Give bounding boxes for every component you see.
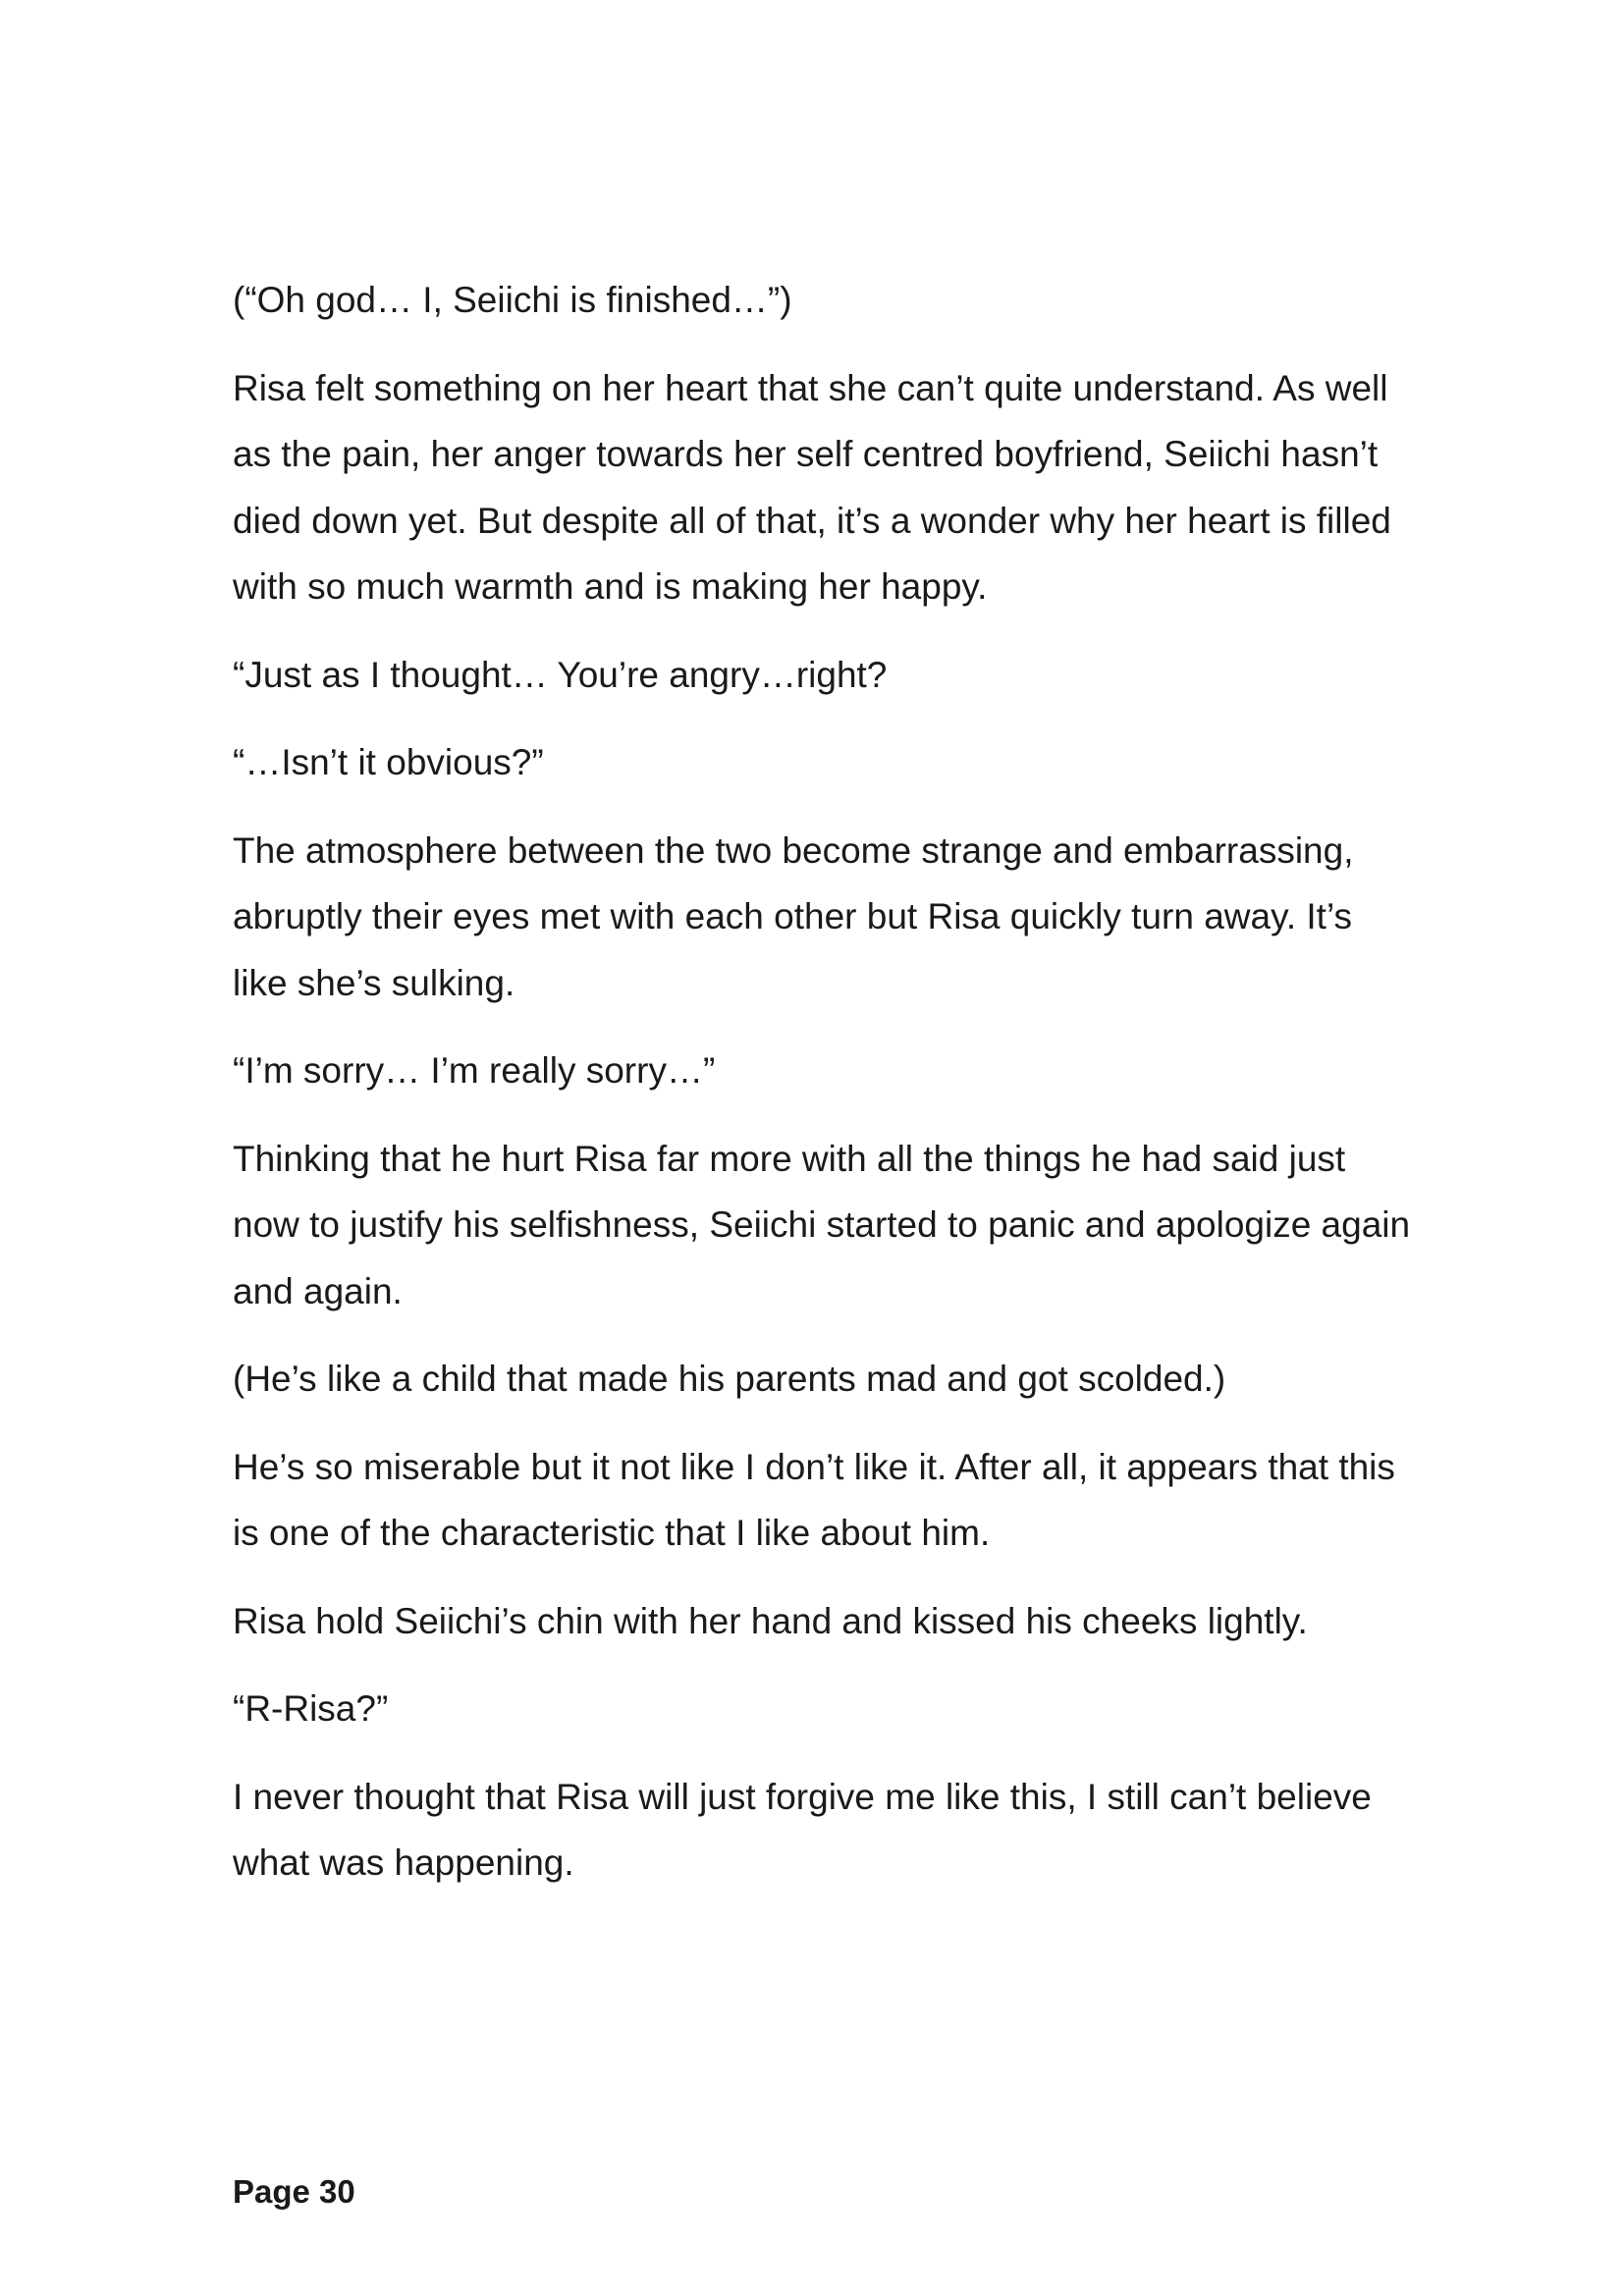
paragraph-2: Risa felt something on her heart that she can’t quite understand. As well as the pain, her anger towards her self centred boyfriend, Seiichi hasn’t died down yet. But despite all of that, it’s a wonder why her heart is filled with so much warmth and is making her happy.: [233, 367, 1391, 607]
paragraph-12: I never thought that Risa will just forgive me like this, I still can’t believe what was happening.: [233, 1776, 1372, 1883]
paragraph-5: The atmosphere between the two become strange and embarrassing, abruptly their eyes met with each other but Risa quickly turn away. It’s like she’s sulking.: [233, 829, 1354, 1003]
paragraph-3: “Just as I thought… You’re angry…right?: [233, 654, 888, 695]
paragraph-11: “R-Risa?”: [233, 1688, 389, 1729]
paragraph-4: “…Isn’t it obvious?”: [233, 742, 544, 782]
paragraph-8: (He’s like a child that made his parents mad and got scolded.): [233, 1359, 1226, 1399]
paragraph-1: (“Oh god… I, Seiichi is finished…”): [233, 280, 792, 320]
paragraph-6: “I’m sorry… I’m really sorry…”: [233, 1050, 716, 1091]
paragraph-7: Thinking that he hurt Risa far more with all the things he had said just now to justify his selfishness, Seiichi started to panic and apologize again and again.: [233, 1138, 1411, 1311]
paragraph-10: Risa hold Seiichi’s chin with her hand and kissed his cheeks lightly.: [233, 1600, 1308, 1641]
body-text: [233, 267, 1411, 1918]
page-number: Page 30: [233, 2173, 355, 2210]
paragraph-9: He’s so miserable but it not like I don’t like it. After all, it appears that this is one of the characteristic that I like about him.: [233, 1446, 1395, 1553]
